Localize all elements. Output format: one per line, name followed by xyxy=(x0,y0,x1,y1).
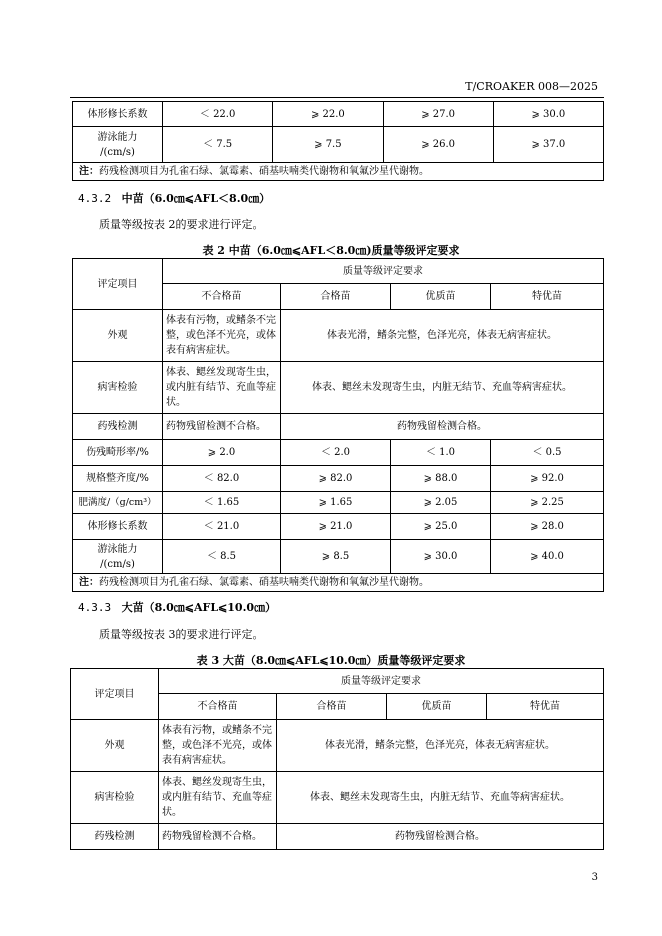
row-label: 规格整齐度/% xyxy=(73,466,163,492)
table-header-row xyxy=(71,669,604,694)
cell-pass-merged: 体表、鳃丝未发现寄生虫，内脏无结节、充血等病害症状。 xyxy=(277,772,604,824)
table-note xyxy=(73,574,604,592)
section-paragraph: 质量等级按表 3的要求进行评定。 xyxy=(99,628,264,641)
cell-pass: ⩾ 1.65 xyxy=(281,492,391,514)
cell-quality: ⩾ 88.0 xyxy=(391,466,491,492)
cell-fail: ＜ 82.0 xyxy=(163,466,281,492)
table-row xyxy=(73,102,604,127)
cell-premium: ⩾ 40.0 xyxy=(491,540,604,574)
note-text: 药残检测项目为孔雀石绿、氯霉素、硝基呋喃类代谢物和氧氟沙星代谢物。 xyxy=(99,577,429,588)
row-label: 外观 xyxy=(73,310,163,362)
cell-fail: 体表、鳃丝发现寄生虫，或内脏有结节、充血等症状。 xyxy=(163,362,281,414)
page-number: 3 xyxy=(591,872,598,883)
grade-header: 不合格苗 xyxy=(159,694,277,720)
grade-header: 优质苗 xyxy=(387,694,487,720)
table-row xyxy=(71,720,604,772)
item-header: 评定项目 xyxy=(73,259,163,310)
row-label: 游泳能力 /(cm/s) xyxy=(73,540,163,574)
row-label: 药残检测 xyxy=(73,414,163,440)
cell-premium: ＜ 0.5 xyxy=(491,440,604,466)
cell-fail: ⩾ 2.0 xyxy=(163,440,281,466)
row-label: 药残检测 xyxy=(71,824,159,850)
cell-pass-merged: 药物残留检测合格。 xyxy=(277,824,604,850)
table2 xyxy=(72,258,604,592)
grade-header: 不合格苗 xyxy=(163,284,281,310)
section-number: 4.3.3 xyxy=(78,601,112,614)
cell-premium: ⩾ 92.0 xyxy=(491,466,604,492)
row-label: 游泳能力 /(cm/s) xyxy=(73,127,163,163)
grade-header: 合格苗 xyxy=(281,284,391,310)
cell-fail: ＜ 21.0 xyxy=(163,514,281,540)
row-label: 病害检验 xyxy=(71,772,159,824)
table-header-row xyxy=(73,259,604,284)
table-row xyxy=(73,492,604,514)
cell-fail: ＜ 8.5 xyxy=(163,540,281,574)
section-heading-4-3-3 xyxy=(78,599,276,615)
grade-header: 特优苗 xyxy=(487,694,604,720)
table-row xyxy=(71,824,604,850)
cell-pass-merged: 药物残留检测合格。 xyxy=(281,414,604,440)
cell-fail: ＜ 7.5 xyxy=(163,127,273,163)
row-label: 体形修长系数 xyxy=(73,102,163,127)
table-row xyxy=(73,310,604,362)
cell-fail: 体表、鳃丝发现寄生虫，或内脏有结节、充血等症状。 xyxy=(159,772,277,824)
note-label: 注： xyxy=(79,166,99,177)
table2-caption: 表 2 中苗（6.0㎝⩽AFL＜8.0㎝)质量等级评定要求 xyxy=(202,244,460,257)
grade-header: 优质苗 xyxy=(391,284,491,310)
cell-quality: ⩾ 2.05 xyxy=(391,492,491,514)
item-header: 评定项目 xyxy=(71,669,159,720)
table-row xyxy=(73,362,604,414)
cell-fail: 药物残留检测不合格。 xyxy=(163,414,281,440)
table-row xyxy=(73,466,604,492)
cell-fail: 体表有污物，或鳍条不完整，或色泽不光亮，或体表有病害症状。 xyxy=(163,310,281,362)
cell-pass: ⩾ 7.5 xyxy=(273,127,383,163)
row-label: 病害检验 xyxy=(73,362,163,414)
row-label: 外观 xyxy=(71,720,159,772)
table-row xyxy=(71,772,604,824)
table-note-row xyxy=(73,574,604,592)
cell-pass: ⩾ 22.0 xyxy=(273,102,383,127)
cell-fail: 体表有污物，或鳍条不完整，或色泽不光亮，或体表有病害症状。 xyxy=(159,720,277,772)
table3 xyxy=(70,668,604,850)
header-rule xyxy=(70,97,604,98)
note-text: 药残检测项目为孔雀石绿、氯霉素、硝基呋喃类代谢物和氧氟沙星代谢物。 xyxy=(99,166,429,177)
table-row xyxy=(73,127,604,163)
cell-quality: ⩾ 27.0 xyxy=(383,102,493,127)
cell-fail: 药物残留检测不合格。 xyxy=(159,824,277,850)
table-row xyxy=(73,440,604,466)
table-note-row xyxy=(73,163,604,181)
cell-pass: ⩾ 8.5 xyxy=(281,540,391,574)
section-heading-4-3-2 xyxy=(78,190,270,206)
table-row xyxy=(73,514,604,540)
cell-premium: ⩾ 2.25 xyxy=(491,492,604,514)
row-label: 伤残畸形率/% xyxy=(73,440,163,466)
section-number: 4.3.2 xyxy=(78,192,112,205)
row-label: 体形修长系数 xyxy=(73,514,163,540)
cell-pass: ⩾ 21.0 xyxy=(281,514,391,540)
cell-pass: ＜ 2.0 xyxy=(281,440,391,466)
table-note xyxy=(73,163,604,181)
table3-caption: 表 3 大苗（8.0㎝⩽AFL⩽10.0㎝）质量等级评定要求 xyxy=(196,654,466,667)
section-paragraph: 质量等级按表 2的要求进行评定。 xyxy=(99,218,264,231)
grade-header: 特优苗 xyxy=(491,284,604,310)
cell-quality: ⩾ 26.0 xyxy=(383,127,493,163)
table-row xyxy=(73,540,604,574)
cell-pass-merged: 体表光滑，鳍条完整，色泽光亮，体表无病害症状。 xyxy=(281,310,604,362)
cell-quality: ⩾ 25.0 xyxy=(391,514,491,540)
cell-fail: ＜ 1.65 xyxy=(163,492,281,514)
cell-premium: ⩾ 30.0 xyxy=(493,102,603,127)
row-label: 肥满度/（g/cm³） xyxy=(73,492,163,514)
cell-pass: ⩾ 82.0 xyxy=(281,466,391,492)
section-title: 中苗（6.0㎝⩽AFL＜8.0㎝） xyxy=(121,192,271,205)
group-header: 质量等级评定要求 xyxy=(163,259,604,284)
cell-premium: ⩾ 37.0 xyxy=(493,127,603,163)
cell-pass-merged: 体表光滑，鳍条完整，色泽光亮，体表无病害症状。 xyxy=(277,720,604,772)
note-label: 注： xyxy=(79,577,99,588)
table-row xyxy=(73,414,604,440)
cell-quality: ＜ 1.0 xyxy=(391,440,491,466)
cell-pass-merged: 体表、鳃丝未发现寄生虫，内脏无结节、充血等病害症状。 xyxy=(281,362,604,414)
cell-premium: ⩾ 28.0 xyxy=(491,514,604,540)
group-header: 质量等级评定要求 xyxy=(159,669,604,694)
cell-fail: ＜ 22.0 xyxy=(163,102,273,127)
document-code: T/CROAKER 008—2025 xyxy=(465,80,598,93)
section-title: 大苗（8.0㎝⩽AFL⩽10.0㎝） xyxy=(121,601,277,614)
grade-header: 合格苗 xyxy=(277,694,387,720)
table1-continued xyxy=(72,101,604,181)
cell-quality: ⩾ 30.0 xyxy=(391,540,491,574)
